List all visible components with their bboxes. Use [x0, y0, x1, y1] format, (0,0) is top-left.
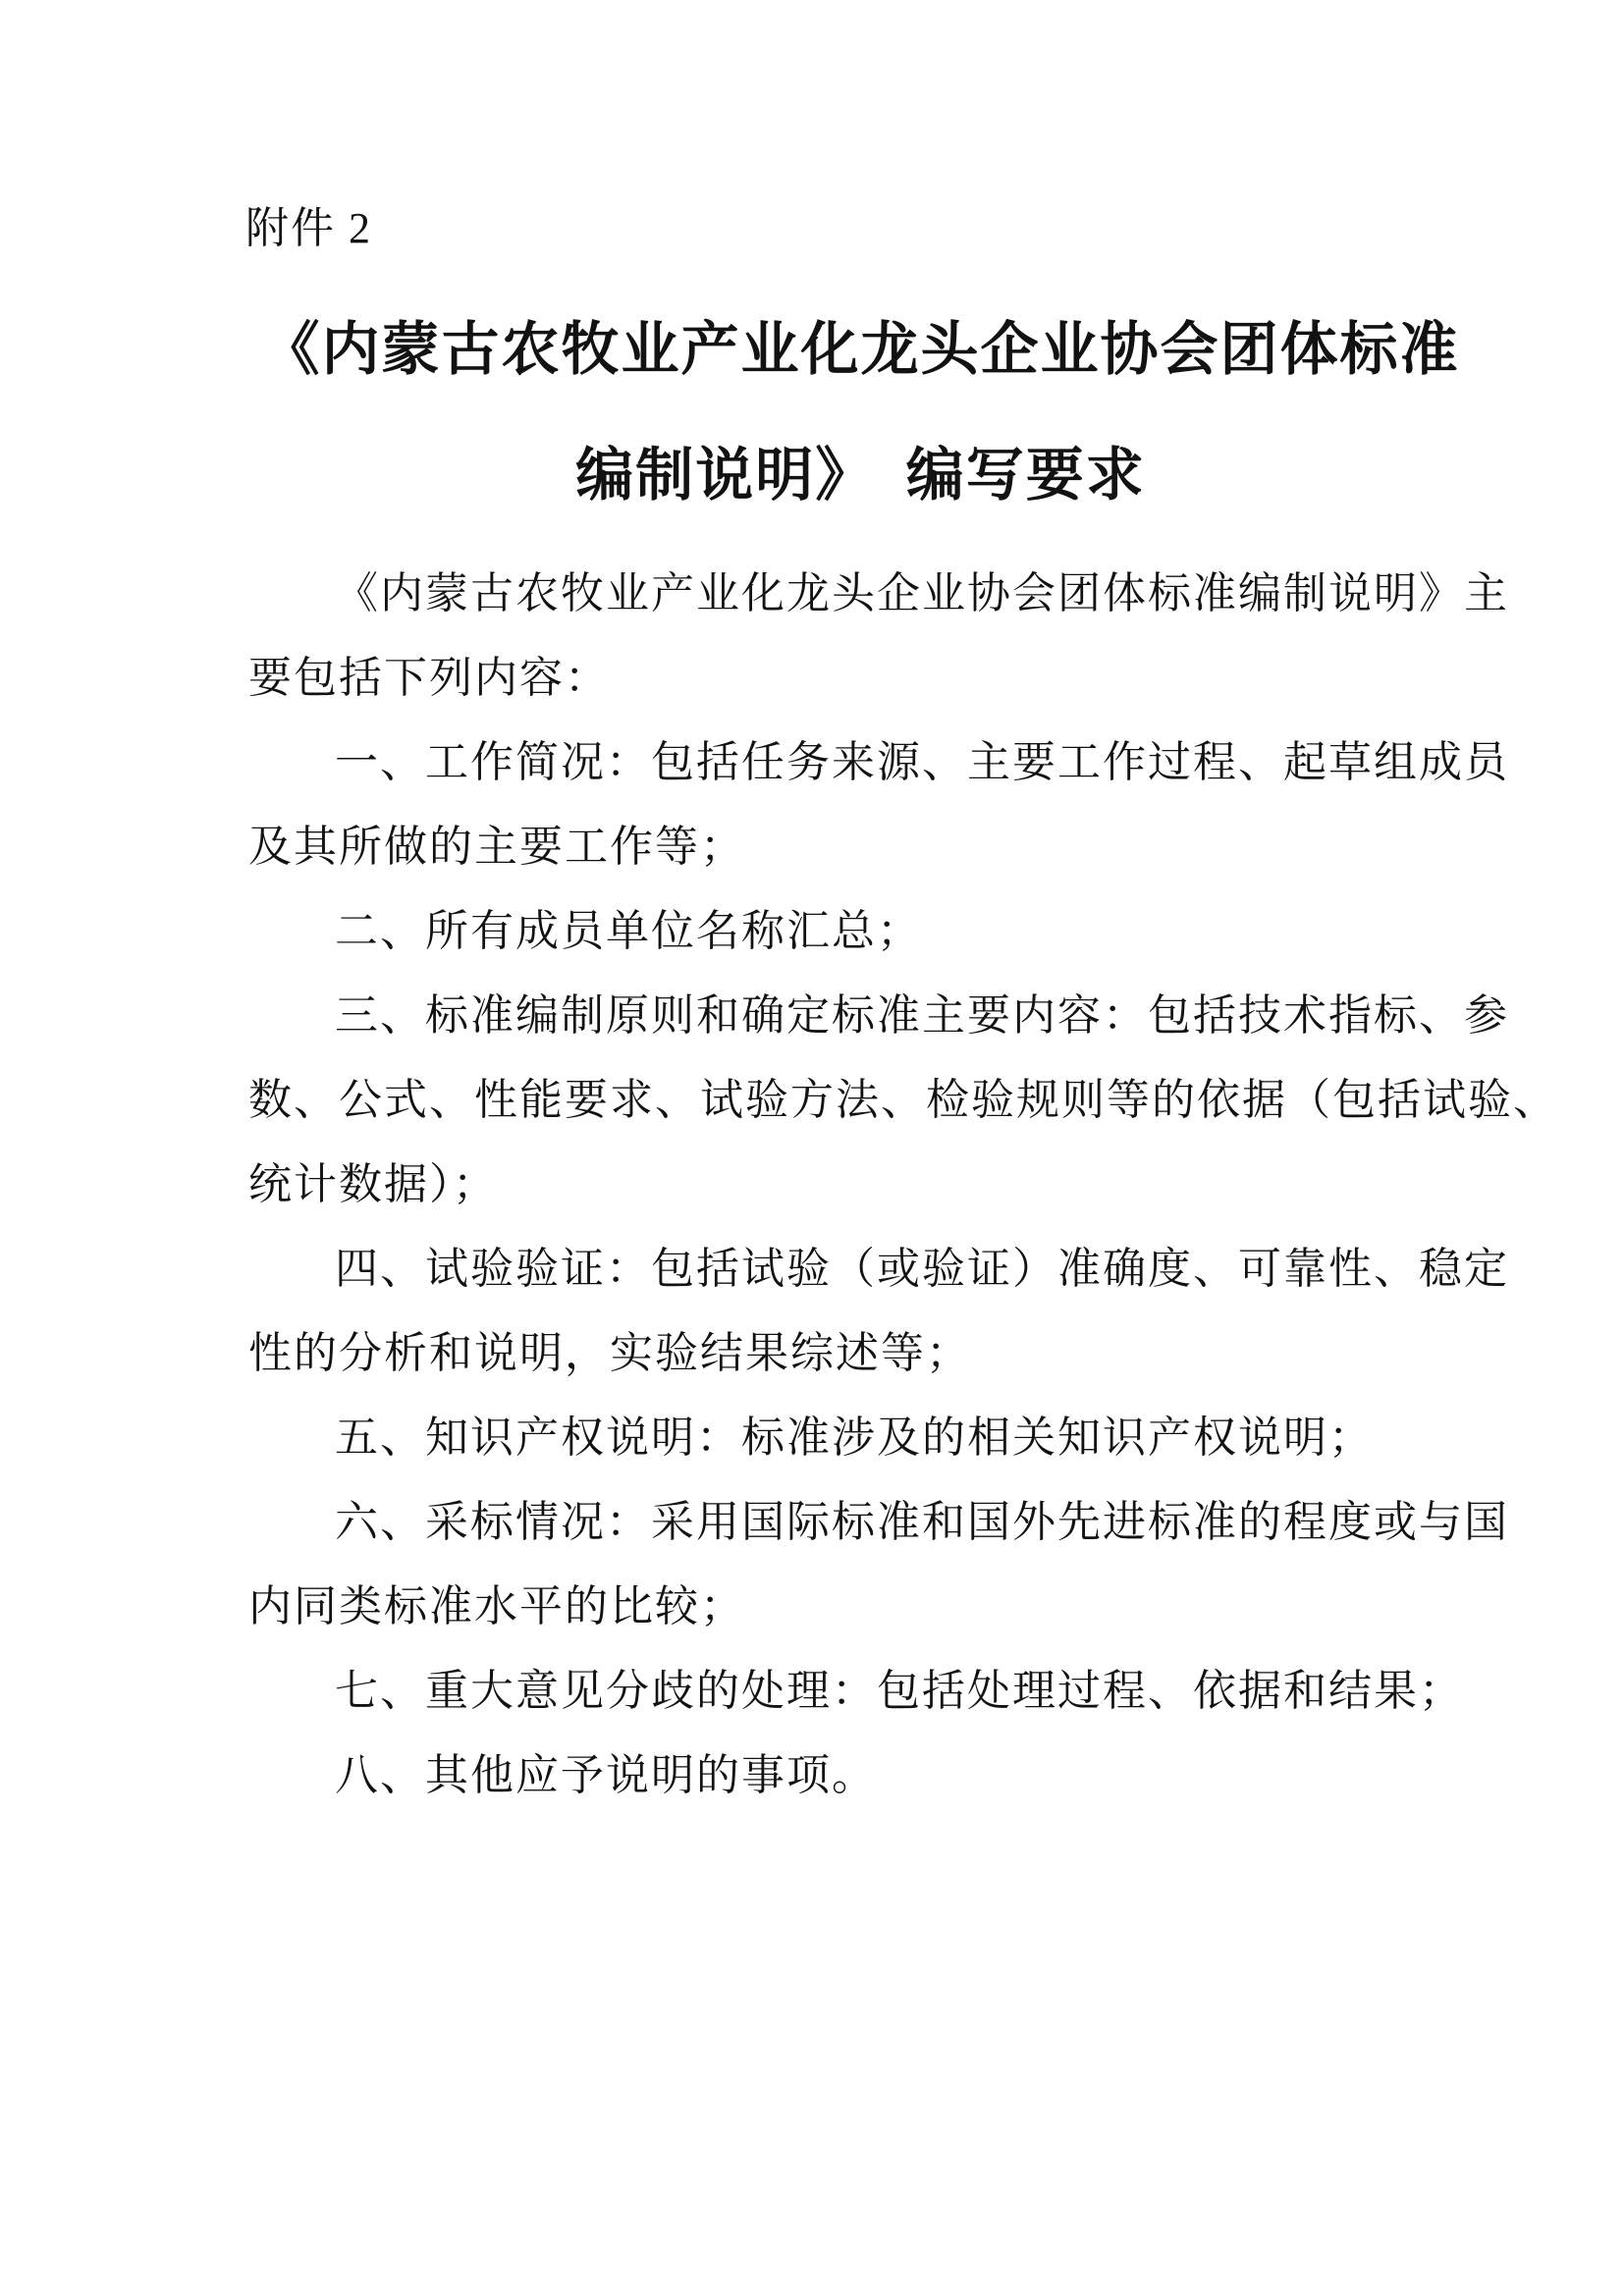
body-line: 三、标准编制原则和确定标准主要内容：包括技术指标、参	[335, 991, 1509, 1040]
body-line: 《内蒙古农牧业产业化龙头企业协会团体标准编制说明》主	[335, 569, 1509, 617]
body-line: 六、采标情况：采用国际标准和国外先进标准的程度或与国	[335, 1498, 1509, 1546]
body-line: 四、试验验证：包括试验（或验证）准确度、可靠性、稳定	[335, 1245, 1509, 1293]
body-line: 要包括下列内容：	[248, 654, 610, 702]
body-line: 一、工作简况：包括任务来源、主要工作过程、起草组成员	[335, 738, 1509, 786]
body-line: 统计数据）；	[248, 1160, 498, 1208]
body-line: 七、重大意见分歧的处理：包括处理过程、依据和结果；	[335, 1667, 1464, 1715]
document-body	[248, 552, 1558, 1818]
title-line-1: 《内蒙古农牧业产业化龙头企业协会团体标准	[261, 317, 1460, 382]
body-line: 及其所做的主要工作等；	[248, 823, 745, 871]
document-title	[248, 287, 1473, 538]
body-line: 性的分析和说明，实验结果综述等；	[248, 1329, 971, 1377]
attachment-label: 附件 2	[245, 204, 372, 252]
body-line: 五、知识产权说明：标准涉及的相关知识产权说明；	[335, 1414, 1374, 1462]
title-line-2: 编制说明》 编写要求	[575, 443, 1146, 507]
body-line: 八、其他应予说明的事项。	[335, 1751, 877, 1799]
body-line: 二、所有成员单位名称汇总；	[335, 907, 922, 955]
body-line: 内同类标准水平的比较；	[248, 1582, 745, 1630]
body-line: 数、公式、性能要求、试验方法、检验规则等的依据（包括试验、	[248, 1076, 1558, 1124]
